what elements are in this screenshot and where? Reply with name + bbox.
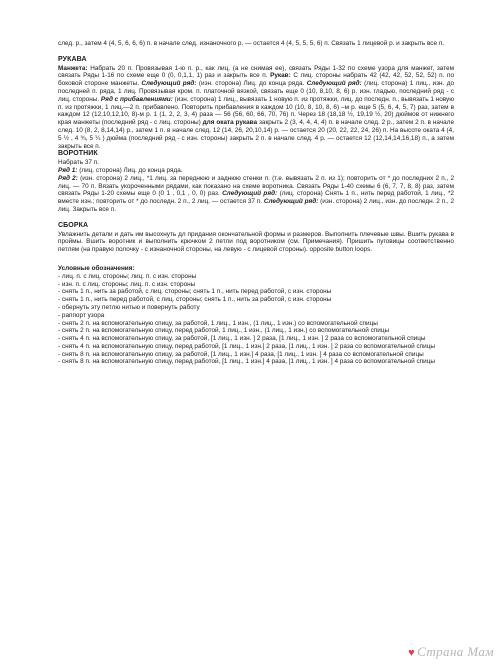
increase-row-label: Ряд с прибавлениями: xyxy=(100,95,173,103)
next-row-label: Следующий ряд: xyxy=(263,198,319,206)
row-3-text: (лиц. сторона) Снять 1 п., нить перед работой, 1 лиц., *2 вместе изн.; повторить от * до последн. 2 п., 2 лиц. — остается 37 п. xyxy=(58,190,454,206)
sleeve-label: Рукав: xyxy=(270,72,291,80)
sleeves-text-1: Набрать 20 п. Провязывая 1-ю п. р., как лиц. (а не снимая ее), связать Ряды 1-32 по схеме узора для манжет, затем связать Ряды 1-16 по схеме еще 0 (0, 0,1,1, 1) раз и закрыть все п. xyxy=(58,64,454,80)
armhole-label: для оката рукава xyxy=(202,119,258,127)
sleeves-text-3: (изн. сторона) Лиц. до конца ряда. xyxy=(196,80,307,88)
watermark-text: Страна Мам xyxy=(417,644,494,659)
collar-heading: ВОРОТНИК xyxy=(58,150,98,158)
legend-item: - снять 1 п., нить за работой, с лиц. стороны; снять 1 п., нить перед работой, с изн. стороны xyxy=(58,288,332,296)
legend-item: - изн. п. с лиц. стороны; лиц. п. с изн. стороны xyxy=(58,280,196,288)
row-1-label: Ряд 1: xyxy=(58,166,78,174)
row-1-text: (лиц. сторона) Лиц. до конца ряда. xyxy=(77,166,183,174)
intro-paragraph: след. р., затем 4 (4, 5, 6, 6, 6) п. в начале след. изнаночного р. — остается 4 (4, 5, 5, 5, 6) п. Связать 1 лицевой р. и закрыть все п. xyxy=(58,40,445,47)
legend-item: - снять 2 п. на вспомогательную спицу, за работой, 1 лиц., 1 изн., (1 лиц., 1 изн.) со вспомогательной спицы xyxy=(58,319,378,327)
sleeves-text-5: (изн. сторона) 1 лиц., вывязать 1 новую п. из протяжки, лиц. до последн. п., вывязать 1 новую п. из протяжки, 1 лиц.—2 п. прибавлено. Повторить прибавления в каждом 10 (10, 8, 10, 8, 6) –м р. еще 5 (5, 6, 4, 5, 7) раз, затем в каждом 12 (12,10,12,10, 8)-м р. 1 (1, 2, 2, 3, 4) раза — 56 (56, 60, 66, 70, 76) п. Через 18 (18,18 ½, 19,19 ½, 20) дюймов от нижнего края манжеты (последний ряд - с лиц. стороны) xyxy=(58,95,454,127)
row-2-text: (изн. сторона) 2 лиц., *1 лиц. за переднюю и заднюю стенки п. (т.е. вывязать 2 п. из 1); повторить от * до последних 2 п., 2 лиц. — 70 п. Вязать укороченными рядами, как показано на схеме воротника. Связать Ряды 1-40 схемы 6 (6, 7, 7, 8, 8) раз, затем связать Ряды 1-20 схемы еще 0 (0 1 , 0,1 , 0, 0) раз. xyxy=(58,174,455,198)
row-2-label: Ряд 2: xyxy=(58,174,78,182)
sleeves-text-6: закрыть 2 (3, 4, 4, 4, 4) п. в начале след. 2 р., затем 2 п. в начале след. 10 (8, 2, 8,14,14) р., затем 1 п. в начале след. 12 (14, 26, 20,10,14) р. — остается 20 (20, 22, 22, 24, 26) п. На высоте оката 4 (4, 5 ½ , 4 ¾, 5 ¼ ) дюйма (последний ряд - с изн. стороны) закрыть 2 п. в начале след. 4 р. — остается 12 (12,14,14,16,18) п., а затем закрыть все п. xyxy=(58,119,455,150)
cuff-label: Манжета: xyxy=(58,64,88,72)
legend-item: - снять 8 п. на вспомогательную спицу, за работой, [1 лиц., 1 изн.] 4 раза, [1 лиц., 1 изн. ] 4 раза со вспомогательной спицы xyxy=(58,350,424,358)
collar-row-2 xyxy=(58,175,454,214)
next-row-label: Следующий ряд: xyxy=(306,80,362,88)
sleeves-heading: РУКАВА xyxy=(58,55,87,63)
legend-item: - лиц. п. с лиц. стороны; лиц. п. с изн. стороны xyxy=(58,272,197,280)
collar-cast-on: Набрать 37 п. xyxy=(58,159,99,167)
row-4-text: (изн. сторона) 2 лиц., изн. до последн. 2 п., 2 лиц. Закрыть все п. xyxy=(58,198,454,213)
next-row-label: Следующий ряд: xyxy=(141,80,197,88)
legend-item: - снять 1 п., нить перед работой, с лиц. стороны; снять 1 п., нить за работой, с изн. стороны xyxy=(58,296,332,304)
legend-item: - снять 2 п. на вспомогательную спицу, перед работой, 1 лиц., 1 изн., (1 лиц., 1 изн.) со вспомогательной спицы xyxy=(58,327,390,335)
document-page xyxy=(58,40,454,366)
collar-row-1 xyxy=(58,167,454,175)
assembly-heading: СБОРКА xyxy=(58,221,89,229)
sleeves-paragraph xyxy=(58,65,454,151)
legend-item: - снять 4 п. на вспомогательную спицу, за работой, [1 лиц., 1 изн. ] 2 раза, [1 лиц., 1 изн. ] 2 раза со вспомогательной спицы xyxy=(58,335,426,343)
legend-title: Условные обозначения: xyxy=(58,264,135,272)
legend-item: - раппорт узора xyxy=(58,311,105,319)
legend-list xyxy=(58,273,454,367)
legend-item: - снять 4 п. на вспомогательную спицу, перед работой, [1 лиц., 1 изн.] 2 раза, [1 лиц., 1 изн. ] 2 раза со вспомогательной спицы xyxy=(58,342,435,350)
sleeves-text-2: С лиц. стороны набрать 42 (42, 42, 52, 52, 52) п. по боковой стороне манжеты. xyxy=(58,72,455,88)
heart-icon: ♥ xyxy=(408,647,416,659)
legend-item: - снять 8 п. на вспомогательную спицу, перед работой, [1 лиц., 1 изн.] 4 раза, [1 лиц., 1 изн. ] 4 раза со вспомогательной спицы xyxy=(58,358,435,366)
legend-item: - обернуть эту петлю нитью и повернуть работу xyxy=(58,303,200,311)
site-watermark xyxy=(408,644,494,660)
sleeves-text-4: (лиц. сторона) 1 лиц., изн. до последней п. ряда, 1 лиц. Провязывая кром. п. платочной вязкой, связать еще 0 (10, 8,10, 8, 6) р. изн. гладью, последний ряд - с лиц. стороны. xyxy=(58,80,455,103)
next-row-label: Следующий ряд: xyxy=(222,190,278,198)
assembly-paragraph: Увлажнить детали и дать им высохнуть дл придания окончательной формы и размеров. Выполнить плечевые швы. Вшить рукава в проймы. Вшить воротник и выполнить крючком 2 петли под воротником (см. Примечания). Пришить пуговицы соответственно петлям (на правую полочку - с изнаночной стороны, на левую - с лицевой стороны). opposite button loops. xyxy=(58,230,454,254)
